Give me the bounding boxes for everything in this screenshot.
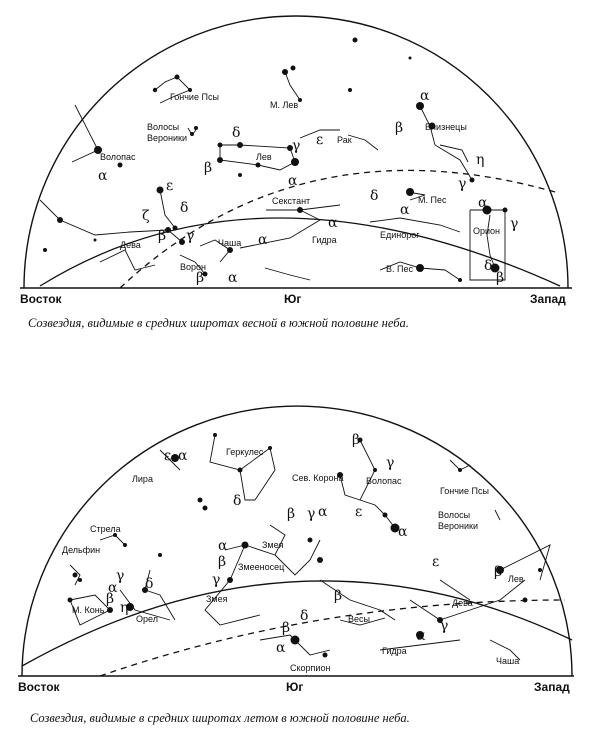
- summer-caption: Созвездия, видимые в средних широтах летом в южной половине неба.: [30, 711, 410, 725]
- summer-constellation-lines: [70, 435, 550, 660]
- summer-label-libra: Весы: [348, 614, 370, 624]
- svg-text:ε: ε: [164, 448, 172, 464]
- svg-text:γ: γ: [386, 455, 395, 471]
- svg-text:α: α: [178, 448, 188, 464]
- summer-ecliptic: [22, 581, 572, 666]
- spring-label-coma-1: Волосы: [147, 122, 180, 132]
- summer-south: Юг: [286, 680, 304, 694]
- summer-label-ophiuchus: Змееносец: [238, 562, 285, 572]
- summer-label-crater: Чаша: [496, 656, 520, 666]
- spring-label-crater: Чаша: [218, 238, 242, 248]
- svg-text:α: α: [398, 524, 408, 540]
- svg-text:δ: δ: [370, 188, 379, 204]
- spring-west: Запад: [530, 292, 566, 306]
- svg-text:δ: δ: [300, 608, 309, 624]
- svg-text:ε: ε: [355, 504, 363, 520]
- svg-text:β: β: [106, 591, 115, 607]
- summer-label-serpens-2: Змея: [206, 594, 228, 604]
- svg-text:ζ: ζ: [142, 208, 150, 224]
- spring-label-bootes: Волопас: [100, 152, 136, 162]
- svg-text:ε: ε: [432, 554, 440, 570]
- svg-text:δ: δ: [180, 200, 189, 216]
- spring-label-leo-minor: М. Лев: [270, 100, 299, 110]
- summer-label-serpens-1: Змея: [262, 540, 284, 550]
- summer-sky-dome: [22, 406, 572, 676]
- svg-text:ε: ε: [166, 178, 174, 194]
- svg-text:γ: γ: [116, 568, 125, 584]
- svg-text:α: α: [318, 504, 328, 520]
- svg-text:β: β: [395, 120, 404, 136]
- svg-text:α: α: [228, 270, 238, 286]
- summer-label-bootes: Волопас: [366, 476, 402, 486]
- svg-text:α: α: [108, 580, 118, 596]
- svg-text:δ: δ: [145, 576, 154, 592]
- spring-east: Восток: [20, 292, 62, 306]
- svg-text:δ: δ: [232, 125, 241, 141]
- svg-text:β: β: [196, 270, 205, 286]
- svg-text:α: α: [98, 168, 108, 184]
- svg-text:α: α: [416, 628, 426, 644]
- svg-text:α: α: [420, 88, 430, 104]
- svg-text:η: η: [120, 600, 129, 616]
- spring-label-cancer: Рак: [337, 135, 352, 145]
- summer-label-equuleus: М. Конь: [72, 605, 105, 615]
- svg-text:β: β: [494, 564, 503, 580]
- summer-east: Восток: [18, 680, 60, 694]
- summer-label-corona: Сев. Корона: [292, 473, 344, 483]
- spring-label-monoceros: Единорог: [380, 230, 420, 240]
- svg-text:α: α: [328, 215, 338, 231]
- spring-label-coma-2: Вероники: [147, 133, 187, 143]
- spring-label-corvus: Ворон: [180, 262, 206, 272]
- summer-label-aquila: Орел: [136, 614, 158, 624]
- summer-label-hercules: Геркулес: [226, 447, 264, 457]
- svg-text:γ: γ: [458, 176, 467, 192]
- svg-text:β: β: [287, 506, 296, 522]
- svg-text:β: β: [158, 228, 167, 244]
- spring-label-orion: Орион: [473, 226, 501, 236]
- svg-text:γ: γ: [510, 216, 519, 232]
- svg-text:β: β: [496, 270, 505, 286]
- spring-chart: [20, 16, 572, 330]
- svg-text:β: β: [204, 160, 213, 176]
- svg-text:α: α: [276, 640, 286, 656]
- summer-label-delphinus: Дельфин: [62, 545, 101, 555]
- svg-text:α: α: [478, 195, 488, 211]
- spring-label-sextans: Секстант: [272, 196, 311, 206]
- svg-text:β: β: [282, 620, 291, 636]
- svg-text:δ: δ: [233, 493, 242, 509]
- svg-text:β: β: [352, 432, 361, 448]
- spring-label-leo: Лев: [256, 152, 272, 162]
- spring-label-hydra: Гидра: [312, 235, 337, 245]
- svg-text:β: β: [218, 554, 227, 570]
- summer-west: Запад: [534, 680, 570, 694]
- spring-caption: Созвездия, видимые в средних широтах весной в южной половине неба.: [28, 316, 409, 330]
- summer-label-sagitta: Стрела: [90, 524, 121, 534]
- spring-label-canis-major: В. Пес: [386, 264, 413, 274]
- summer-labels: [18, 432, 570, 725]
- svg-text:ε: ε: [316, 132, 324, 148]
- summer-chart: [18, 406, 574, 725]
- spring-label-gemini: Близнецы: [425, 122, 467, 132]
- svg-text:α: α: [218, 538, 228, 554]
- summer-label-leo: Лев: [508, 574, 524, 584]
- summer-label-scorpius: Скорпион: [290, 663, 331, 673]
- svg-text:γ: γ: [186, 228, 195, 244]
- spring-south: Юг: [284, 292, 302, 306]
- summer-label-coma-1: Волосы: [438, 510, 471, 520]
- svg-text:γ: γ: [440, 618, 449, 634]
- summer-label-lyra: Лира: [132, 474, 153, 484]
- svg-text:α: α: [288, 173, 298, 189]
- svg-text:γ: γ: [292, 138, 301, 154]
- summer-label-virgo: Дева: [452, 598, 473, 608]
- svg-text:δ: δ: [484, 258, 493, 274]
- svg-text:α: α: [258, 232, 268, 248]
- svg-text:η: η: [476, 152, 485, 168]
- svg-text:γ: γ: [212, 572, 221, 588]
- spring-label-canis-minor: М. Пес: [418, 195, 447, 205]
- summer-label-hydra: Гидра: [382, 646, 407, 656]
- svg-text:α: α: [400, 202, 410, 218]
- spring-label-virgo: Дева: [120, 240, 141, 250]
- svg-text:β: β: [334, 588, 343, 604]
- spring-label-canes-venatici: Гончие Псы: [170, 92, 219, 102]
- summer-label-coma-2: Вероники: [438, 521, 478, 531]
- spring-labels: [20, 88, 566, 330]
- svg-text:γ: γ: [307, 506, 316, 522]
- summer-label-canes: Гончие Псы: [440, 486, 489, 496]
